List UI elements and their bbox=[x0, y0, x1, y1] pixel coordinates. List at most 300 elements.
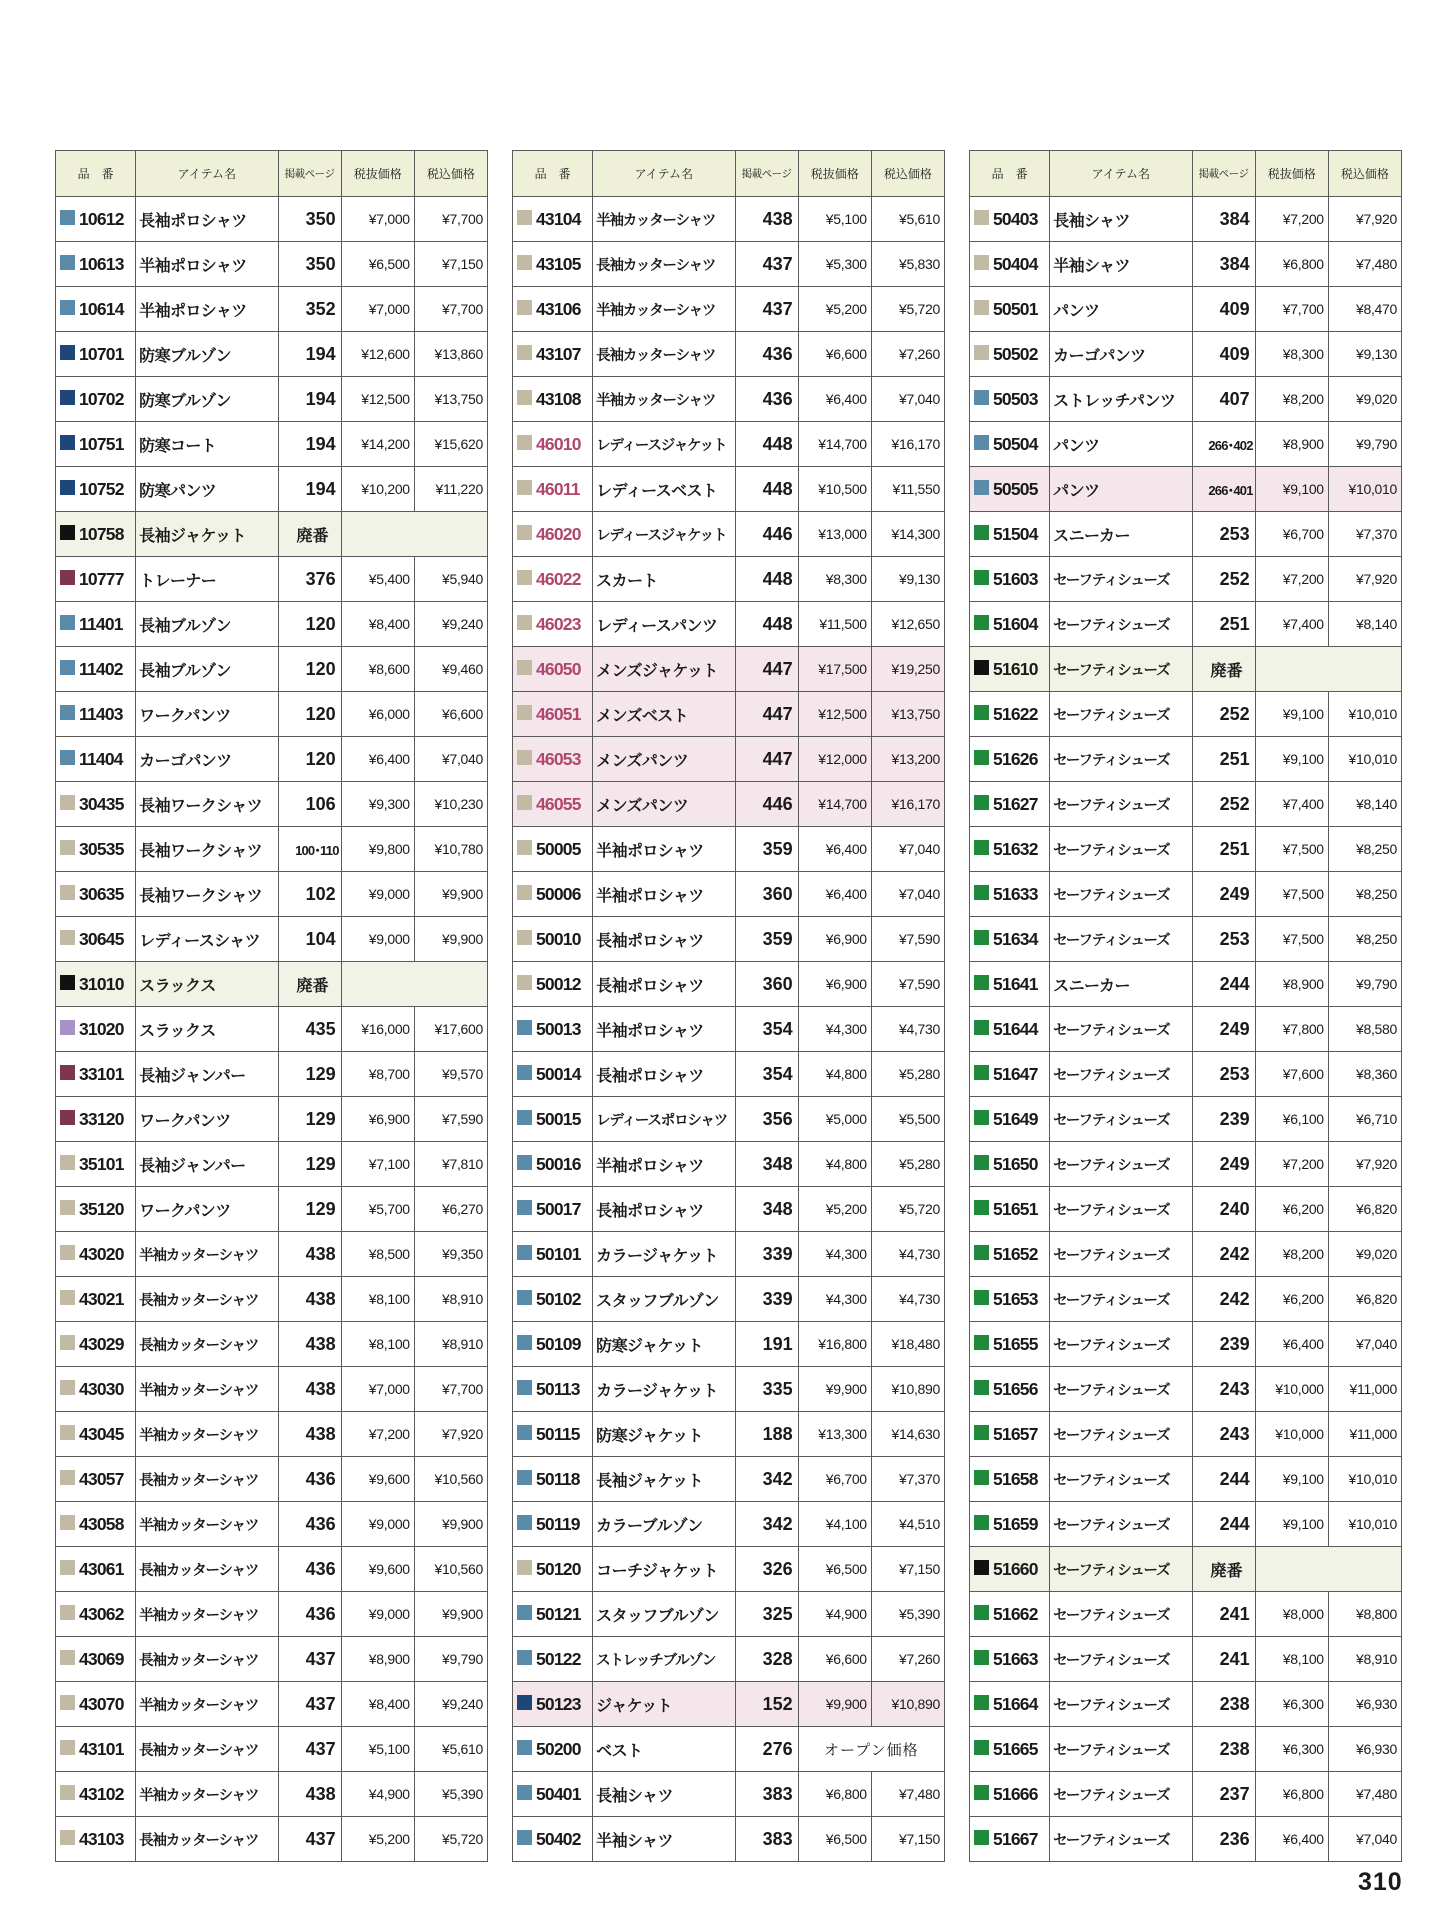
product-code: 50200 bbox=[536, 1738, 581, 1759]
table-row bbox=[513, 1187, 945, 1232]
price-excluding-tax: ¥9,100 bbox=[1255, 467, 1328, 512]
price-excluding-tax: ¥6,500 bbox=[341, 242, 414, 287]
empty-cell bbox=[341, 512, 487, 557]
price-including-tax: ¥6,600 bbox=[414, 692, 487, 737]
color-swatch bbox=[60, 1605, 75, 1620]
price-including-tax: ¥7,040 bbox=[414, 737, 487, 782]
product-code-cell bbox=[513, 1232, 593, 1277]
product-code: 51626 bbox=[993, 748, 1038, 769]
product-code: 51664 bbox=[993, 1693, 1038, 1714]
product-code-cell bbox=[513, 422, 593, 467]
product-code-cell bbox=[970, 1502, 1050, 1547]
price-excluding-tax: ¥6,800 bbox=[1255, 242, 1328, 287]
price-excluding-tax: ¥8,100 bbox=[341, 1322, 414, 1367]
product-code: 51504 bbox=[993, 523, 1038, 544]
catalog-page: 120 bbox=[278, 692, 341, 737]
table-row bbox=[56, 1637, 488, 1682]
price-excluding-tax: ¥6,900 bbox=[798, 962, 871, 1007]
product-code-cell bbox=[970, 1772, 1050, 1817]
product-code-cell bbox=[970, 1187, 1050, 1232]
catalog-page: 325 bbox=[735, 1592, 798, 1637]
header-price-ex: 税抜価格 bbox=[1255, 151, 1328, 197]
price-table-column-3 bbox=[969, 150, 1402, 1862]
price-including-tax: ¥7,370 bbox=[1328, 512, 1401, 557]
table-row bbox=[513, 1592, 945, 1637]
color-swatch bbox=[974, 570, 989, 585]
item-name: 半袖カッターシャツ bbox=[136, 1592, 278, 1637]
color-swatch bbox=[517, 1020, 532, 1035]
price-excluding-tax: ¥4,300 bbox=[798, 1007, 871, 1052]
product-code: 50102 bbox=[536, 1288, 581, 1309]
catalog-page: 446 bbox=[735, 512, 798, 557]
product-code-cell bbox=[56, 467, 136, 512]
product-code-cell bbox=[970, 1097, 1050, 1142]
table-row bbox=[513, 1547, 945, 1592]
color-swatch bbox=[974, 1470, 989, 1485]
color-swatch bbox=[974, 1020, 989, 1035]
catalog-page: 251 bbox=[1192, 827, 1255, 872]
table-row bbox=[56, 962, 488, 1007]
product-code-cell bbox=[970, 782, 1050, 827]
product-code: 46010 bbox=[536, 433, 581, 454]
price-excluding-tax: ¥6,300 bbox=[1255, 1682, 1328, 1727]
item-name: メンズジャケット bbox=[593, 647, 735, 692]
price-including-tax: ¥13,750 bbox=[871, 692, 944, 737]
table-row bbox=[56, 1412, 488, 1457]
header-price-ex: 税抜価格 bbox=[798, 151, 871, 197]
product-code-cell bbox=[513, 557, 593, 602]
product-code: 30645 bbox=[79, 928, 124, 949]
color-swatch bbox=[60, 1515, 75, 1530]
item-name: セーフティシューズ bbox=[1050, 1772, 1192, 1817]
item-name: セーフティシューズ bbox=[1050, 1277, 1192, 1322]
product-code-cell bbox=[970, 1817, 1050, 1862]
color-swatch bbox=[60, 1695, 75, 1710]
price-excluding-tax: ¥6,000 bbox=[341, 692, 414, 737]
product-code-cell bbox=[970, 1547, 1050, 1592]
price-excluding-tax: ¥5,200 bbox=[798, 287, 871, 332]
product-code: 10702 bbox=[79, 388, 124, 409]
item-name: トレーナー bbox=[136, 557, 278, 602]
product-code: 43058 bbox=[79, 1513, 124, 1534]
price-including-tax: ¥5,610 bbox=[414, 1727, 487, 1772]
table-row bbox=[970, 647, 1402, 692]
product-code: 51633 bbox=[993, 883, 1038, 904]
table-row bbox=[56, 1277, 488, 1322]
color-swatch bbox=[60, 255, 75, 270]
price-excluding-tax: ¥6,100 bbox=[1255, 1097, 1328, 1142]
catalog-page: 354 bbox=[735, 1052, 798, 1097]
catalog-page: 350 bbox=[278, 197, 341, 242]
price-excluding-tax: ¥7,000 bbox=[341, 1367, 414, 1412]
catalog-page: 438 bbox=[278, 1772, 341, 1817]
product-code: 46022 bbox=[536, 568, 581, 589]
table-row bbox=[970, 1727, 1402, 1772]
color-swatch bbox=[974, 840, 989, 855]
table-row bbox=[56, 782, 488, 827]
price-including-tax: ¥5,280 bbox=[871, 1052, 944, 1097]
product-code-cell bbox=[513, 1187, 593, 1232]
price-including-tax: ¥9,130 bbox=[1328, 332, 1401, 377]
table-row bbox=[513, 512, 945, 557]
color-swatch bbox=[60, 1020, 75, 1035]
product-code: 51658 bbox=[993, 1468, 1038, 1489]
color-swatch bbox=[974, 1605, 989, 1620]
catalog-page: 249 bbox=[1192, 1007, 1255, 1052]
price-excluding-tax: ¥9,000 bbox=[341, 1502, 414, 1547]
price-including-tax: ¥9,790 bbox=[414, 1637, 487, 1682]
catalog-page: 438 bbox=[278, 1232, 341, 1277]
table-row bbox=[513, 1727, 945, 1772]
price-including-tax: ¥8,910 bbox=[1328, 1637, 1401, 1682]
product-code-cell bbox=[513, 1142, 593, 1187]
table-row bbox=[970, 1457, 1402, 1502]
product-code: 43062 bbox=[79, 1603, 124, 1624]
catalog-page: 239 bbox=[1192, 1097, 1255, 1142]
item-name: カラージャケット bbox=[593, 1367, 735, 1412]
price-excluding-tax: ¥6,400 bbox=[798, 872, 871, 917]
table-row bbox=[56, 287, 488, 332]
item-name: 半袖ポロシャツ bbox=[593, 872, 735, 917]
price-excluding-tax: ¥14,700 bbox=[798, 782, 871, 827]
product-code: 50122 bbox=[536, 1648, 581, 1669]
header-code: 品 番 bbox=[56, 151, 136, 197]
empty-cell bbox=[341, 962, 487, 1007]
table-row bbox=[513, 1637, 945, 1682]
item-name: セーフティシューズ bbox=[1050, 692, 1192, 737]
price-including-tax: ¥11,220 bbox=[414, 467, 487, 512]
item-name: 半袖カッターシャツ bbox=[593, 287, 735, 332]
table-row bbox=[513, 1457, 945, 1502]
product-code-cell bbox=[970, 1637, 1050, 1682]
table-row bbox=[56, 1052, 488, 1097]
table-row bbox=[970, 737, 1402, 782]
price-excluding-tax: ¥6,600 bbox=[798, 1637, 871, 1682]
price-including-tax: ¥6,930 bbox=[1328, 1727, 1401, 1772]
catalog-page: 152 bbox=[735, 1682, 798, 1727]
price-excluding-tax: ¥12,500 bbox=[341, 377, 414, 422]
item-name: 半袖カッターシャツ bbox=[593, 377, 735, 422]
product-code-cell bbox=[970, 827, 1050, 872]
table-row bbox=[513, 1817, 945, 1862]
item-name: 長袖カッターシャツ bbox=[136, 1727, 278, 1772]
price-excluding-tax: ¥7,000 bbox=[341, 197, 414, 242]
table-row bbox=[513, 332, 945, 377]
table-row bbox=[56, 872, 488, 917]
price-including-tax: ¥6,820 bbox=[1328, 1277, 1401, 1322]
product-code: 51604 bbox=[993, 613, 1038, 634]
price-excluding-tax: ¥6,500 bbox=[798, 1547, 871, 1592]
product-code: 10758 bbox=[79, 523, 124, 544]
catalog-page: 242 bbox=[1192, 1232, 1255, 1277]
price-including-tax: ¥7,480 bbox=[1328, 242, 1401, 287]
item-name: レディースジャケット bbox=[593, 512, 735, 557]
header-price-in: 税込価格 bbox=[871, 151, 944, 197]
product-code: 43104 bbox=[536, 208, 581, 229]
table-row bbox=[56, 377, 488, 422]
product-code-cell bbox=[56, 1052, 136, 1097]
product-code-cell bbox=[970, 1592, 1050, 1637]
item-name: ベスト bbox=[593, 1727, 735, 1772]
item-name: カーゴパンツ bbox=[136, 737, 278, 782]
price-including-tax: ¥9,020 bbox=[1328, 377, 1401, 422]
price-including-tax: ¥7,040 bbox=[1328, 1322, 1401, 1367]
product-code: 51651 bbox=[993, 1198, 1038, 1219]
price-excluding-tax: ¥6,800 bbox=[798, 1772, 871, 1817]
price-excluding-tax: ¥8,200 bbox=[1255, 1232, 1328, 1277]
table-row bbox=[56, 737, 488, 782]
product-code-cell bbox=[970, 1277, 1050, 1322]
product-code-cell bbox=[56, 1412, 136, 1457]
table-row bbox=[56, 1592, 488, 1637]
header-item: アイテム名 bbox=[1050, 151, 1192, 197]
price-including-tax: ¥5,390 bbox=[414, 1772, 487, 1817]
color-swatch bbox=[517, 1335, 532, 1350]
product-code-cell bbox=[970, 917, 1050, 962]
product-code-cell bbox=[513, 287, 593, 332]
item-name: 半袖ポロシャツ bbox=[593, 1142, 735, 1187]
item-name: メンズパンツ bbox=[593, 737, 735, 782]
item-name: セーフティシューズ bbox=[1050, 1007, 1192, 1052]
table-row bbox=[513, 737, 945, 782]
price-excluding-tax: ¥7,200 bbox=[341, 1412, 414, 1457]
product-code: 10614 bbox=[79, 298, 124, 319]
product-code-cell bbox=[513, 737, 593, 782]
product-code: 51655 bbox=[993, 1333, 1038, 1354]
color-swatch bbox=[517, 1785, 532, 1800]
price-including-tax: ¥7,480 bbox=[871, 1772, 944, 1817]
price-including-tax: ¥16,170 bbox=[871, 782, 944, 827]
product-code: 33101 bbox=[79, 1063, 124, 1084]
color-swatch bbox=[974, 390, 989, 405]
product-code-cell bbox=[970, 1682, 1050, 1727]
price-excluding-tax: ¥8,500 bbox=[341, 1232, 414, 1277]
price-excluding-tax: ¥9,800 bbox=[341, 827, 414, 872]
catalog-page: 436 bbox=[278, 1502, 341, 1547]
color-swatch bbox=[60, 1245, 75, 1260]
price-including-tax: ¥9,900 bbox=[414, 872, 487, 917]
price-excluding-tax: ¥5,700 bbox=[341, 1187, 414, 1232]
table-row bbox=[56, 422, 488, 467]
product-code-cell bbox=[513, 1367, 593, 1412]
item-name: 長袖ポロシャツ bbox=[136, 197, 278, 242]
item-name: ワークパンツ bbox=[136, 1187, 278, 1232]
color-swatch bbox=[974, 1380, 989, 1395]
table-row bbox=[970, 1052, 1402, 1097]
item-name: 長袖ワークシャツ bbox=[136, 782, 278, 827]
table-row bbox=[56, 1187, 488, 1232]
price-table-column-1 bbox=[55, 150, 488, 1862]
color-swatch bbox=[974, 435, 989, 450]
product-code: 51652 bbox=[993, 1243, 1038, 1264]
price-including-tax: ¥4,510 bbox=[871, 1502, 944, 1547]
color-swatch bbox=[517, 300, 532, 315]
color-swatch bbox=[974, 1830, 989, 1845]
product-code: 10613 bbox=[79, 253, 124, 274]
catalog-page: 328 bbox=[735, 1637, 798, 1682]
color-swatch bbox=[60, 660, 75, 675]
item-name: セーフティシューズ bbox=[1050, 1682, 1192, 1727]
product-code-cell bbox=[56, 1277, 136, 1322]
price-including-tax: ¥7,040 bbox=[1328, 1817, 1401, 1862]
product-code-cell bbox=[56, 197, 136, 242]
discontinued-label: 廃番 bbox=[278, 512, 341, 557]
catalog-page: 339 bbox=[735, 1232, 798, 1277]
color-swatch bbox=[517, 1560, 532, 1575]
catalog-page: 266･401 bbox=[1192, 467, 1255, 512]
price-excluding-tax: ¥9,100 bbox=[1255, 692, 1328, 737]
product-code: 43057 bbox=[79, 1468, 124, 1489]
color-swatch bbox=[517, 1695, 532, 1710]
table-row bbox=[513, 1007, 945, 1052]
item-name: ワークパンツ bbox=[136, 1097, 278, 1142]
price-excluding-tax: ¥6,400 bbox=[341, 737, 414, 782]
price-excluding-tax: ¥7,400 bbox=[1255, 782, 1328, 827]
item-name: 長袖カッターシャツ bbox=[136, 1277, 278, 1322]
product-code: 51644 bbox=[993, 1018, 1038, 1039]
open-price-label: オープン価格 bbox=[798, 1727, 944, 1772]
product-code: 51665 bbox=[993, 1738, 1038, 1759]
price-including-tax: ¥9,790 bbox=[1328, 422, 1401, 467]
color-swatch bbox=[517, 1065, 532, 1080]
color-swatch bbox=[517, 1110, 532, 1125]
item-name: ワークパンツ bbox=[136, 692, 278, 737]
table-row bbox=[970, 1367, 1402, 1412]
price-including-tax: ¥19,250 bbox=[871, 647, 944, 692]
product-code: 50121 bbox=[536, 1603, 581, 1624]
color-swatch bbox=[974, 1515, 989, 1530]
catalog-page: 243 bbox=[1192, 1367, 1255, 1412]
price-excluding-tax: ¥8,100 bbox=[341, 1277, 414, 1322]
product-code-cell bbox=[56, 1502, 136, 1547]
product-code-cell bbox=[970, 197, 1050, 242]
product-code-cell bbox=[513, 647, 593, 692]
catalog-page: 437 bbox=[278, 1727, 341, 1772]
price-including-tax: ¥5,720 bbox=[871, 287, 944, 332]
table-row bbox=[56, 917, 488, 962]
product-code: 50404 bbox=[993, 253, 1038, 274]
product-code: 51632 bbox=[993, 838, 1038, 859]
catalog-page: 243 bbox=[1192, 1412, 1255, 1457]
product-code-cell bbox=[513, 1502, 593, 1547]
catalog-page: 241 bbox=[1192, 1637, 1255, 1682]
product-code: 51641 bbox=[993, 973, 1038, 994]
price-including-tax: ¥7,590 bbox=[414, 1097, 487, 1142]
header-code: 品 番 bbox=[970, 151, 1050, 197]
product-code-cell bbox=[513, 1772, 593, 1817]
color-swatch bbox=[60, 480, 75, 495]
catalog-page: 438 bbox=[278, 1367, 341, 1412]
catalog-page: 360 bbox=[735, 962, 798, 1007]
product-code-cell bbox=[513, 782, 593, 827]
product-code-cell bbox=[970, 557, 1050, 602]
price-including-tax: ¥7,480 bbox=[1328, 1772, 1401, 1817]
product-code: 10751 bbox=[79, 433, 124, 454]
table-row bbox=[56, 602, 488, 647]
price-including-tax: ¥10,010 bbox=[1328, 692, 1401, 737]
product-code: 50119 bbox=[536, 1513, 580, 1534]
header-item: アイテム名 bbox=[136, 151, 278, 197]
color-swatch bbox=[60, 930, 75, 945]
item-name: 長袖ワークシャツ bbox=[136, 827, 278, 872]
table-row bbox=[513, 602, 945, 647]
product-code: 30535 bbox=[79, 838, 124, 859]
product-code-cell bbox=[513, 1682, 593, 1727]
product-code: 50005 bbox=[536, 838, 581, 859]
price-excluding-tax: ¥9,100 bbox=[1255, 1457, 1328, 1502]
color-swatch bbox=[974, 975, 989, 990]
catalog-page: 350 bbox=[278, 242, 341, 287]
product-code: 43106 bbox=[536, 298, 581, 319]
price-including-tax: ¥9,460 bbox=[414, 647, 487, 692]
table-row bbox=[56, 332, 488, 377]
price-excluding-tax: ¥7,200 bbox=[1255, 197, 1328, 242]
color-swatch bbox=[974, 705, 989, 720]
color-swatch bbox=[60, 1830, 75, 1845]
color-swatch bbox=[974, 1110, 989, 1125]
table-row bbox=[970, 1547, 1402, 1592]
color-swatch bbox=[517, 1245, 532, 1260]
product-code: 50403 bbox=[993, 208, 1038, 229]
item-name: スニーカー bbox=[1050, 512, 1192, 557]
table-row bbox=[970, 1412, 1402, 1457]
catalog-page: 129 bbox=[278, 1187, 341, 1232]
product-code: 51659 bbox=[993, 1513, 1038, 1534]
catalog-page: 438 bbox=[278, 1322, 341, 1367]
catalog-page: 252 bbox=[1192, 692, 1255, 737]
product-code-cell bbox=[513, 827, 593, 872]
catalog-page: 244 bbox=[1192, 1457, 1255, 1502]
product-code-cell bbox=[56, 377, 136, 422]
product-code: 50013 bbox=[536, 1018, 581, 1039]
price-excluding-tax: ¥7,500 bbox=[1255, 917, 1328, 962]
price-excluding-tax: ¥7,200 bbox=[1255, 1142, 1328, 1187]
table-row bbox=[513, 1502, 945, 1547]
catalog-page: 276 bbox=[735, 1727, 798, 1772]
price-including-tax: ¥9,900 bbox=[414, 1592, 487, 1637]
price-including-tax: ¥7,920 bbox=[414, 1412, 487, 1457]
product-code: 51627 bbox=[993, 793, 1038, 814]
price-excluding-tax: ¥12,600 bbox=[341, 332, 414, 377]
product-code-cell bbox=[513, 242, 593, 287]
price-including-tax: ¥5,720 bbox=[414, 1817, 487, 1862]
color-swatch bbox=[60, 1785, 75, 1800]
table-row bbox=[513, 962, 945, 1007]
item-name: 半袖シャツ bbox=[593, 1817, 735, 1862]
price-including-tax: ¥10,560 bbox=[414, 1547, 487, 1592]
catalog-page: 242 bbox=[1192, 1277, 1255, 1322]
item-name: メンズパンツ bbox=[593, 782, 735, 827]
item-name: スラックス bbox=[136, 962, 278, 1007]
price-excluding-tax: ¥9,600 bbox=[341, 1457, 414, 1502]
product-code-cell bbox=[56, 1367, 136, 1412]
table-row bbox=[970, 1817, 1402, 1862]
catalog-page: 251 bbox=[1192, 602, 1255, 647]
catalog-page: 436 bbox=[278, 1547, 341, 1592]
price-including-tax: ¥7,150 bbox=[871, 1817, 944, 1862]
price-excluding-tax: ¥6,400 bbox=[1255, 1817, 1328, 1862]
color-swatch bbox=[60, 345, 75, 360]
product-code-cell bbox=[513, 1097, 593, 1142]
table-row bbox=[970, 1637, 1402, 1682]
table-row bbox=[970, 872, 1402, 917]
color-swatch bbox=[60, 525, 75, 540]
catalog-page: 253 bbox=[1192, 917, 1255, 962]
table-row bbox=[56, 692, 488, 737]
price-including-tax: ¥7,920 bbox=[1328, 197, 1401, 242]
product-code-cell bbox=[56, 1772, 136, 1817]
product-code-cell bbox=[56, 557, 136, 602]
